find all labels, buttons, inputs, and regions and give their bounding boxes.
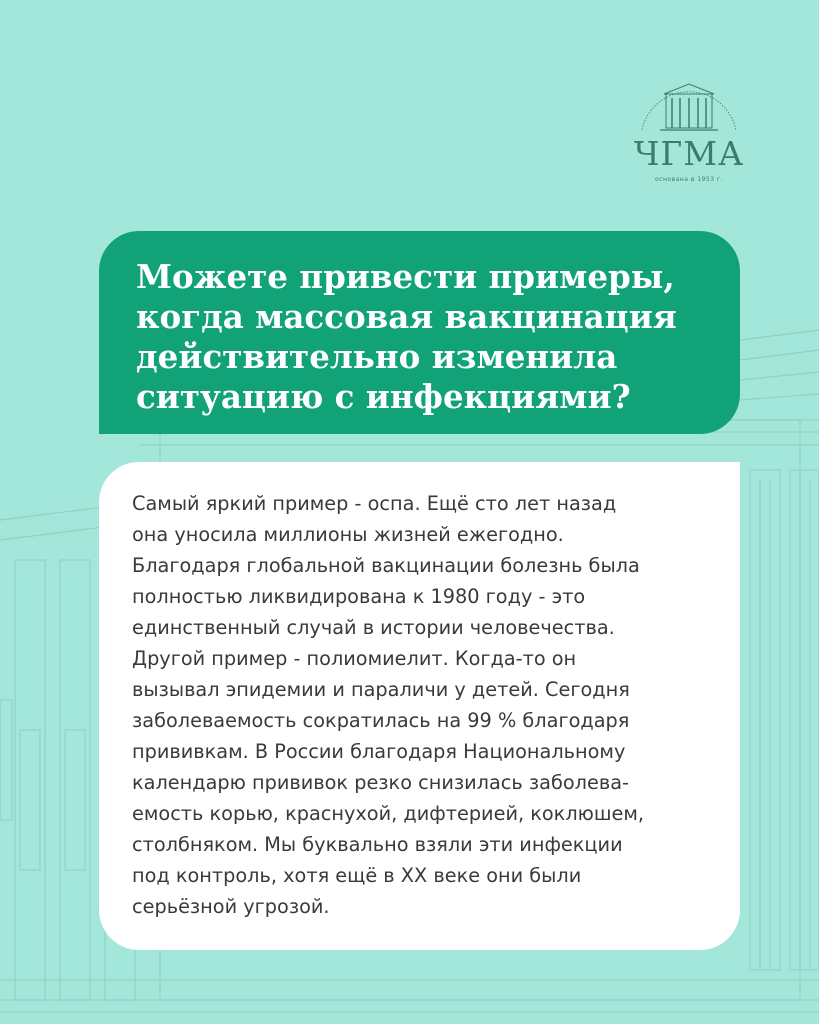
question-card <box>99 231 740 434</box>
answer-text: Самый яркий пример - оспа. Ещё сто лет назад она уносила миллионы жизней ежегодно. Благодаря глобальной вакцинации болезнь была полностью ликвидирована к 1980 году - это единственный случай в истории человечества. Другой пример - полиомиелит. Когда-то он вызывал эпидемии и параличи у детей. Сегодня заболеваемость сократилась на 99 % благодаря прививкам. В России благодаря Национальному календарю прививок резко снизилась заболева- емость корью, краснухой, дифтерией, коклюшем, столбняком. Мы буквально взяли эти инфекции под контроль, хотя ещё в XX веке они были серьёзной угрозой. <box>132 492 645 918</box>
question-title: Можете привести примеры, когда массовая вакцинация действительно изменила ситуацию с инфекциями? <box>136 257 677 416</box>
answer-card <box>99 462 740 950</box>
logo-title: ЧГМА <box>633 134 745 173</box>
logo <box>630 72 748 204</box>
academy-building-emblem-icon <box>630 72 748 134</box>
logo-subtitle: основана в 1953 г. <box>655 176 723 183</box>
